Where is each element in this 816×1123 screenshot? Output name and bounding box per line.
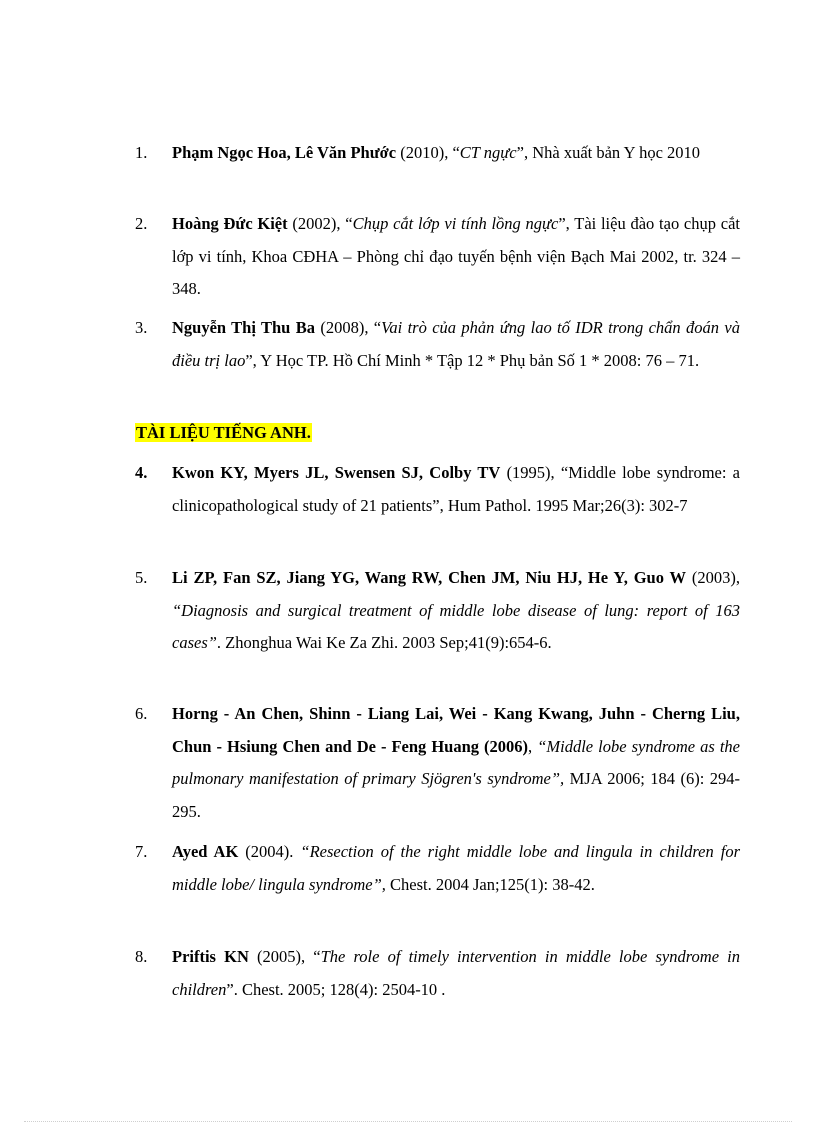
reference-number: 1. (135, 143, 148, 162)
reference-item-1 (135, 137, 740, 170)
reference-post: ”, Y Học TP. Hồ Chí Minh * Tập 12 * Phụ bản Số 1 * 2008: 76 – 71. (245, 350, 700, 370)
reference-title: Vai trò của phản ứng lao tố IDR trong chẩn đoán và điều trị lao (172, 318, 740, 370)
reference-post: ”, Tài liệu đào tạo chụp cắt lớp vi tính, Khoa CĐHA – Phòng chỉ đạo tuyến bệnh viện Bạch Mai 2002, tr. 324 – 348. (172, 214, 740, 298)
reference-item-6 (135, 698, 740, 828)
reference-item-8 (135, 941, 740, 1006)
reference-authors: Horng - An Chen, Shinn - Liang Lai, Wei - Kang Kwang, Juhn - Cherng Liu, Chun - Hsiung Chen and De - Feng Huang (2006) (172, 704, 740, 756)
reference-pre: (1995), “Middle lobe syndrome: a clinicopathological study of 21 patients”, Hum Pathol. 1995 Mar;26(3): 302-7 (172, 463, 740, 515)
reference-authors: Kwon KY, Myers JL, Swensen SJ, Colby TV (172, 463, 501, 482)
reference-number: 3. (135, 318, 148, 337)
reference-text (172, 457, 740, 522)
reference-text (172, 137, 740, 170)
reference-pre: (2004). (238, 842, 301, 861)
reference-pre: (2002), “ (287, 214, 353, 233)
reference-text (172, 208, 740, 306)
reference-text (172, 941, 740, 1006)
reference-post: . Zhonghua Wai Ke Za Zhi. 2003 Sep;41(9):654-6. (216, 633, 552, 652)
reference-post: MJA 2006; 184 (6): 294-295. (172, 769, 741, 821)
reference-title: Chụp cắt lớp vi tính lồng ngực (352, 214, 559, 233)
reference-item-3 (135, 312, 740, 377)
section-heading-text: TÀI LIỆU TIẾNG ANH. (136, 423, 311, 442)
reference-title: “Resection of the right middle lobe and lingula in children for middle lobe/ lingula syndrome”, (172, 842, 740, 894)
reference-authors: Priftis KN (172, 947, 249, 966)
reference-title: The role of timely intervention in middle lobe syndrome in children (172, 947, 740, 999)
reference-authors: Phạm Ngọc Hoa, Lê Văn Phước (172, 143, 397, 162)
reference-authors: Li ZP, Fan SZ, Jiang YG, Wang RW, Chen JM, Niu HJ, He Y, Guo W (172, 568, 687, 587)
page-bottom-border (24, 1121, 792, 1122)
reference-item-4 (135, 457, 740, 522)
reference-title: “Diagnosis and surgical treatment of middle lobe disease of lung: report of 163 cases” (172, 600, 740, 652)
reference-pre: (2010), “ (396, 143, 460, 162)
reference-number: 5. (135, 568, 148, 587)
reference-authors: Ayed AK (172, 842, 239, 861)
reference-number: 8. (135, 947, 148, 966)
reference-number: 6. (135, 704, 148, 723)
section-heading (135, 421, 312, 445)
reference-text (172, 562, 740, 660)
reference-pre: (2003), (686, 568, 740, 587)
reference-item-2 (135, 208, 740, 306)
reference-text (172, 836, 740, 901)
reference-number: 2. (135, 214, 148, 233)
reference-authors: Nguyễn Thị Thu Ba (172, 318, 315, 337)
reference-item-5 (135, 562, 740, 660)
reference-text (172, 312, 740, 377)
reference-post: ”, Nhà xuất bản Y học 2010 (516, 143, 701, 162)
reference-item-7 (135, 836, 740, 901)
reference-title: “Middle lobe syndrome as the pulmonary manifestation of primary Sjögren's syndrome”, (172, 736, 740, 788)
reference-pre: (2008), “ (314, 318, 382, 337)
reference-post: Chest. 2004 Jan;125(1): 38-42. (385, 874, 595, 894)
reference-number: 4. (135, 463, 148, 482)
reference-text (172, 698, 740, 828)
reference-authors: Hoàng Đức Kiệt (172, 214, 288, 233)
reference-number: 7. (135, 842, 148, 861)
reference-title: CT ngực (459, 143, 517, 162)
reference-pre: , (528, 736, 538, 756)
reference-post: ”. Chest. 2005; 128(4): 2504-10 . (226, 979, 446, 999)
reference-pre: (2005), “ (248, 947, 321, 966)
